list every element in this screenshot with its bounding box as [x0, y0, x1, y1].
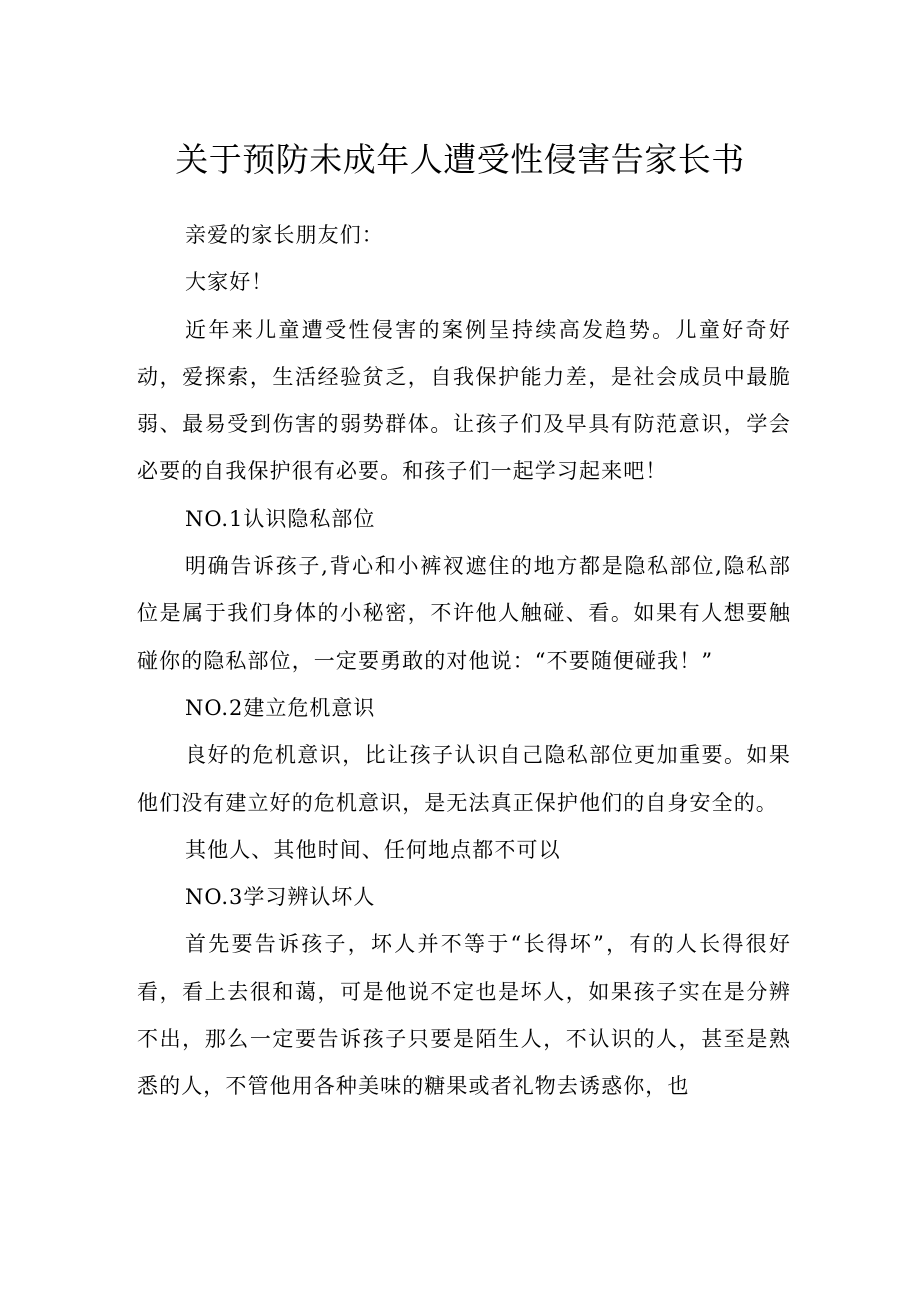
section-paragraph-3: 首先要告诉孩子，坏人并不等于“长得坏”，有的人长得很好看，看上去很和蔼，可是他说不定也是坏人，如果孩子实在是分辨不出，那么一定要告诉孩子只要是陌生人，不认识的人，甚至是熟悉的人，不管他用各种美味的糖果或者礼物去诱惑你，也 [137, 932, 791, 1099]
document-body [137, 212, 791, 1111]
greeting: 大家好！ [185, 270, 274, 295]
intro-paragraph: 近年来儿童遭受性侵害的案例呈持续高发趋势。儿童好奇好动，爱探索，生活经验贫乏，自我保护能力差，是社会成员中最脆弱、最易受到伤害的弱势群体。让孩子们及早具有防范意识，学会必要的自我保护很有必要。和孩子们一起学习起来吧！ [137, 317, 791, 484]
document-title: 关于预防未成年人遭受性侵害告家长书 [175, 140, 745, 179]
section-heading-1: NO.1认识隐私部位 [185, 506, 376, 531]
section-paragraph-1: 明确告诉孩子,背心和小裤衩遮住的地方都是隐私部位,隐私部位是属于我们身体的小秘密，不许他人触碰、看。如果有人想要触碰你的隐私部位，一定要勇敢的对他说：“不要随便碰我！” [137, 554, 791, 673]
salutation: 亲爱的家长朋友们： [185, 223, 384, 247]
section-paragraph-2b: 其他人、其他时间、任何地点都不可以 [185, 837, 561, 862]
section-heading-3: NO.3学习辨认坏人 [185, 885, 376, 910]
section-heading-2: NO.2建立危机意识 [185, 695, 376, 720]
section-paragraph-2: 良好的危机意识，比让孩子认识自己隐私部位更加重要。如果他们没有建立好的危机意识，是无法真正保护他们的自身安全的。 [137, 743, 791, 815]
